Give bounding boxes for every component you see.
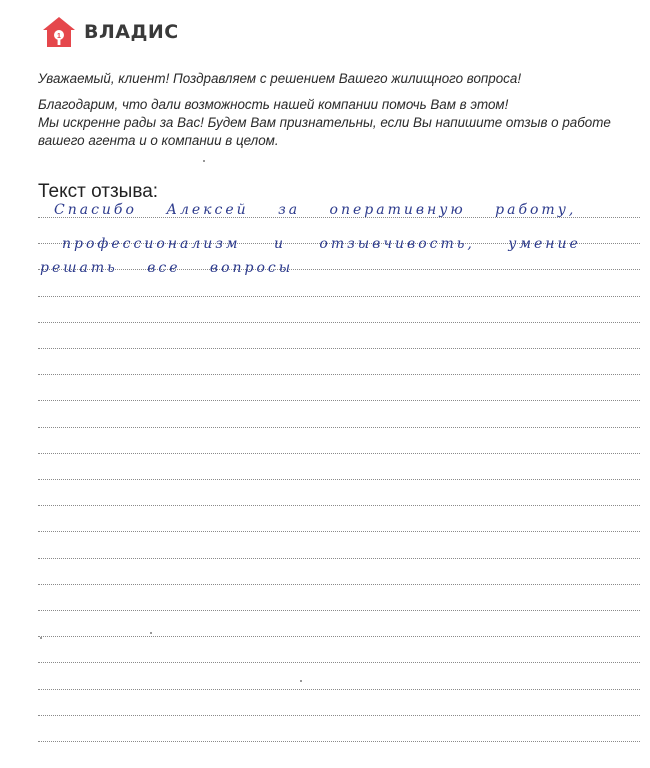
ruled-line	[38, 374, 640, 375]
ruled-line	[38, 322, 640, 323]
ruled-line	[38, 479, 640, 480]
ruled-line	[38, 531, 640, 532]
intro-line: Благодарим, что дали возможность нашей компании помочь Вам в этом!	[38, 97, 509, 112]
ruled-line	[38, 662, 640, 663]
review-title: Текст отзыва:	[38, 181, 159, 202]
intro-line: вашего агента и о компании в целом.	[38, 133, 279, 148]
ruled-line	[38, 400, 640, 401]
handwritten-line: профессионализм и отзывчивость, умение	[62, 236, 581, 252]
ruled-line	[38, 715, 640, 716]
ruled-line	[38, 453, 640, 454]
intro-greeting: Уважаемый, клиент! Поздравляем с решением Вашего жилищного вопроса!	[38, 71, 522, 86]
ruled-line	[38, 584, 640, 585]
brand-name: ВЛАДИС	[84, 21, 179, 43]
logo-digit: 1	[57, 33, 61, 40]
scan-speck	[203, 160, 205, 162]
ruled-line	[38, 348, 640, 349]
handwritten-line: решать все вопросы	[40, 260, 294, 276]
ruled-line	[38, 636, 640, 637]
intro-line: Мы искренне рады за Вас! Будем Вам признательны, если Вы напишите отзыв о работе	[38, 115, 611, 130]
ruled-lines	[38, 0, 640, 768]
ruled-line	[38, 505, 640, 506]
ruled-line	[38, 610, 640, 611]
ruled-line	[38, 741, 640, 742]
scan-speck	[150, 632, 152, 634]
handwritten-line: Спасибо Алексей за оперативную работу,	[54, 202, 577, 218]
ruled-line	[38, 689, 640, 690]
ruled-line	[38, 296, 640, 297]
scan-speck	[40, 637, 42, 639]
ruled-line	[38, 427, 640, 428]
ruled-line	[38, 558, 640, 559]
scan-speck	[300, 680, 302, 682]
